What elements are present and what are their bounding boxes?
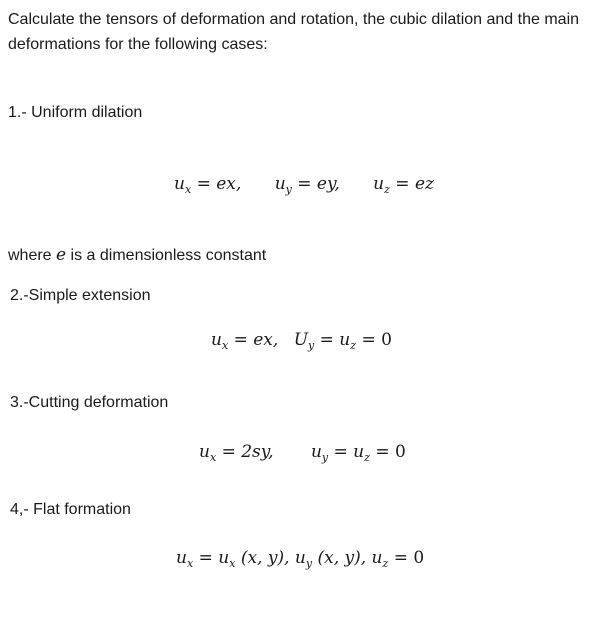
constant-e: e [56, 245, 67, 265]
case2-equation: $u_x$ = ex, $U_y = u_z = 0$ [211, 330, 392, 352]
case1-title: 1.- Uniform dilation [8, 104, 143, 121]
case1-equation: $u_x$ = ex, $u_y$ = ey, $u_z$ = ez [174, 174, 434, 196]
case1-note: where e is a dimensionless constant [8, 245, 267, 265]
intro-text: Calculate the tensors of deformation and rotation, the cubic dilation and the main deformations for the following cases: [8, 11, 580, 53]
case4-equation: $u_x = u_x$ (x, y), $u_y$ (x, y), $u_z = 0$ [176, 548, 425, 570]
case2-title: 2.-Simple extension [10, 287, 151, 304]
case3-title: 3.-Cutting deformation [10, 394, 169, 411]
case4-title: 4,- Flat formation [10, 501, 131, 518]
case3-equation: $u_x = 2sy$, $u_y = u_z = 0$ [199, 442, 406, 464]
